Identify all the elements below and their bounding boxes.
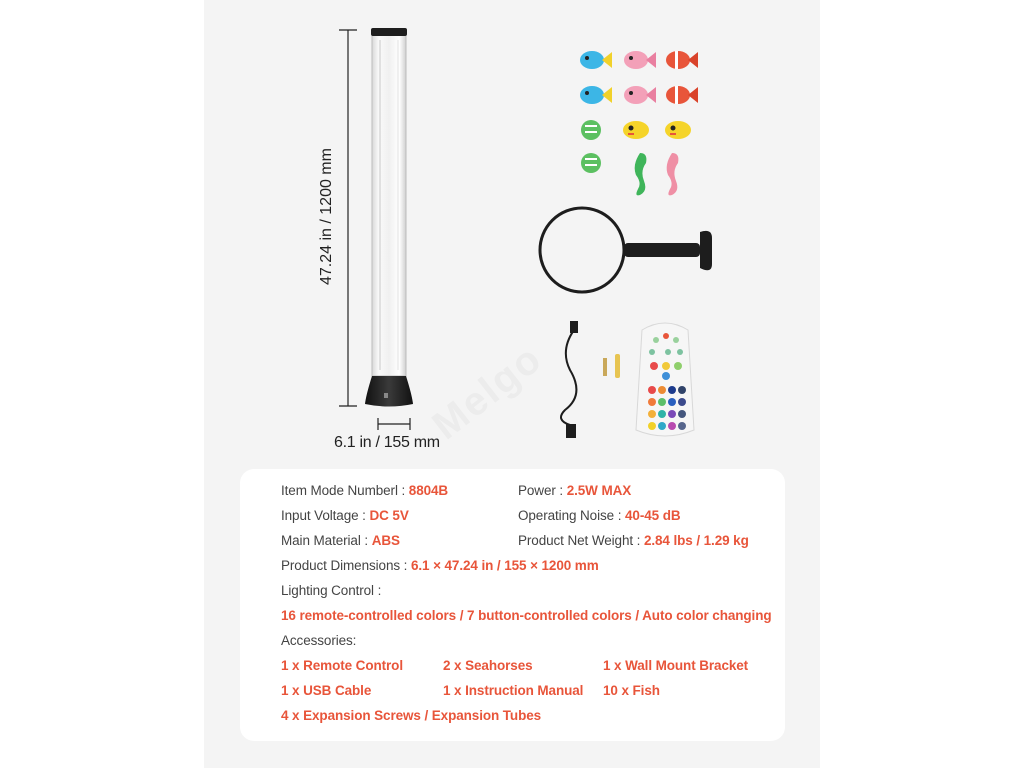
accessory-item <box>281 683 371 698</box>
accessory-item <box>603 683 660 698</box>
spec-lighting-label <box>281 583 381 598</box>
height-dimension-wrap <box>318 148 338 305</box>
accessory-usb-cable: 1 x USB Cable <box>281 683 372 698</box>
height-dimension-line <box>339 30 357 406</box>
accessory-item <box>443 683 583 698</box>
width-dimension-label: 6.1 in / 155 mm <box>334 434 440 451</box>
accessory-item <box>281 708 541 723</box>
spec-lighting-value: 16 remote-controlled colors / 7 button-controlled colors / Auto color changing <box>281 608 772 623</box>
height-dimension-label: 47.24 in / 1200 mm <box>318 148 335 285</box>
accessory-item <box>443 658 533 673</box>
spec-dimensions-key: Product Dimensions : <box>281 558 411 573</box>
wall-mount-bracket <box>540 208 712 292</box>
spec-card <box>240 469 785 741</box>
spec-input-voltage-key: Input Voltage : <box>281 508 370 523</box>
spec-power-value: 2.5W MAX <box>566 483 632 498</box>
bubble-tube-lamp <box>365 28 413 407</box>
fish-accessories <box>580 51 698 195</box>
spec-material-value: ABS <box>371 533 400 548</box>
spec-net-weight <box>518 533 749 548</box>
spec-material <box>281 533 400 548</box>
accessory-remote-control: 1 x Remote Control <box>281 658 403 673</box>
expansion-screws <box>603 354 620 378</box>
spec-noise <box>518 508 681 523</box>
usb-cable <box>561 322 577 437</box>
spec-net-weight-key: Product Net Weight : <box>518 533 644 548</box>
spec-model <box>281 483 448 498</box>
spec-model-key: Item Mode Numberl : <box>281 483 409 498</box>
width-dimension-line <box>378 418 410 430</box>
accessory-wall-mount-bracket: 1 x Wall Mount Bracket <box>603 658 749 673</box>
spec-dimensions-value: 6.1 × 47.24 in / 155 × 1200 mm <box>410 558 599 573</box>
spec-dimensions <box>281 558 599 573</box>
accessory-instruction-manual: 1 x Instruction Manual <box>443 683 584 698</box>
spec-net-weight-value: 2.84 lbs / 1.29 kg <box>643 533 749 548</box>
spec-lighting-value-row <box>281 608 772 623</box>
spec-material-key: Main Material : <box>281 533 372 548</box>
accessories-label: Accessories: <box>281 633 357 648</box>
remote-control <box>636 323 694 436</box>
accessory-item <box>281 658 403 673</box>
accessory-expansion-screws: 4 x Expansion Screws / Expansion Tubes <box>281 708 542 723</box>
spec-model-value: 8804B <box>408 483 449 498</box>
spec-noise-key: Operating Noise : <box>518 508 626 523</box>
spec-lighting-key: Lighting Control : <box>281 583 382 598</box>
accessories-label-row <box>281 633 356 648</box>
watermark: Melgo <box>424 336 551 449</box>
spec-input-voltage-value: DC 5V <box>369 508 409 523</box>
spec-input-voltage <box>281 508 409 523</box>
spec-power <box>518 483 631 498</box>
accessory-seahorses: 2 x Seahorses <box>443 658 533 673</box>
accessory-fish: 10 x Fish <box>603 683 660 698</box>
accessory-item <box>603 658 748 673</box>
spec-noise-value: 40-45 dB <box>625 508 681 523</box>
spec-power-key: Power : <box>518 483 567 498</box>
